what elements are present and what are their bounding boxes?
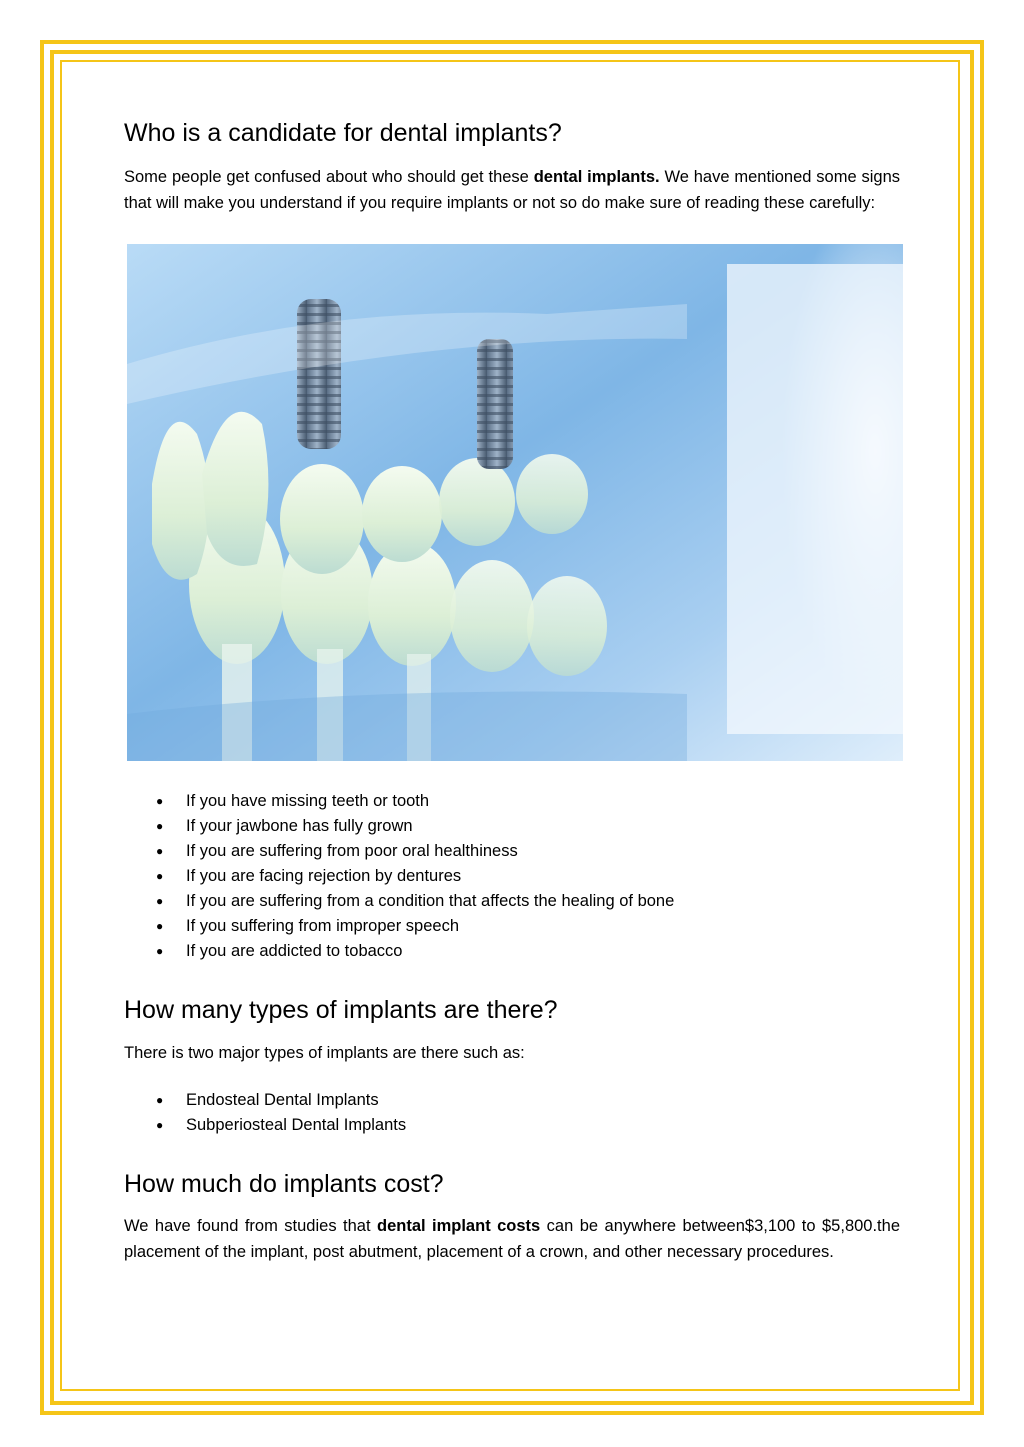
- cost-heading: How much do implants cost?: [124, 1170, 444, 1198]
- cost-text-2: can be anywhere between$3,100 to $5,800.the placement of the implant, post abutment, placement of a crown, and other necessary procedures.: [124, 1217, 900, 1261]
- dental-implant-costs-bold: dental implant costs: [376, 1217, 541, 1235]
- list-item: ● Subperiosteal Dental Implants: [124, 1113, 900, 1138]
- list-item: ● If you have missing teeth or tooth: [124, 789, 900, 814]
- list-item: ● If you are facing rejection by dentures: [124, 864, 900, 889]
- types-intro: There is two major types of implants are there such as:: [124, 1044, 525, 1062]
- list-item: ● Endosteal Dental Implants: [124, 1088, 900, 1113]
- cost-text-1: We have found from studies that: [124, 1217, 377, 1235]
- document-content: [124, 118, 900, 1265]
- dental-implant-photo: [127, 244, 903, 761]
- dental-implant-illustration: [127, 244, 903, 761]
- candidate-intro: [124, 164, 900, 216]
- list-item: ● If you are suffering from a condition that affects the healing of bone: [124, 889, 900, 914]
- candidate-heading: Who is a candidate for dental implants?: [124, 119, 562, 147]
- list-item: ● If you suffering from improper speech: [124, 914, 900, 939]
- list-item: ● If you are addicted to tobacco: [124, 939, 900, 964]
- list-item: ● If you are suffering from poor oral healthiness: [124, 839, 900, 864]
- list-item: ● If your jawbone has fully grown: [124, 814, 900, 839]
- candidate-intro-text-2: We have mentioned some signs that will make you understand if you require implants or not so do make sure of reading these carefully:: [124, 168, 901, 212]
- cost-text: [124, 1213, 900, 1265]
- candidate-list: [124, 789, 900, 964]
- dental-implants-bold: dental implants.: [533, 168, 660, 186]
- types-heading: How many types of implants are there?: [124, 996, 558, 1024]
- types-list: [124, 1088, 900, 1138]
- candidate-intro-text-1: Some people get confused about who should get these: [124, 168, 534, 186]
